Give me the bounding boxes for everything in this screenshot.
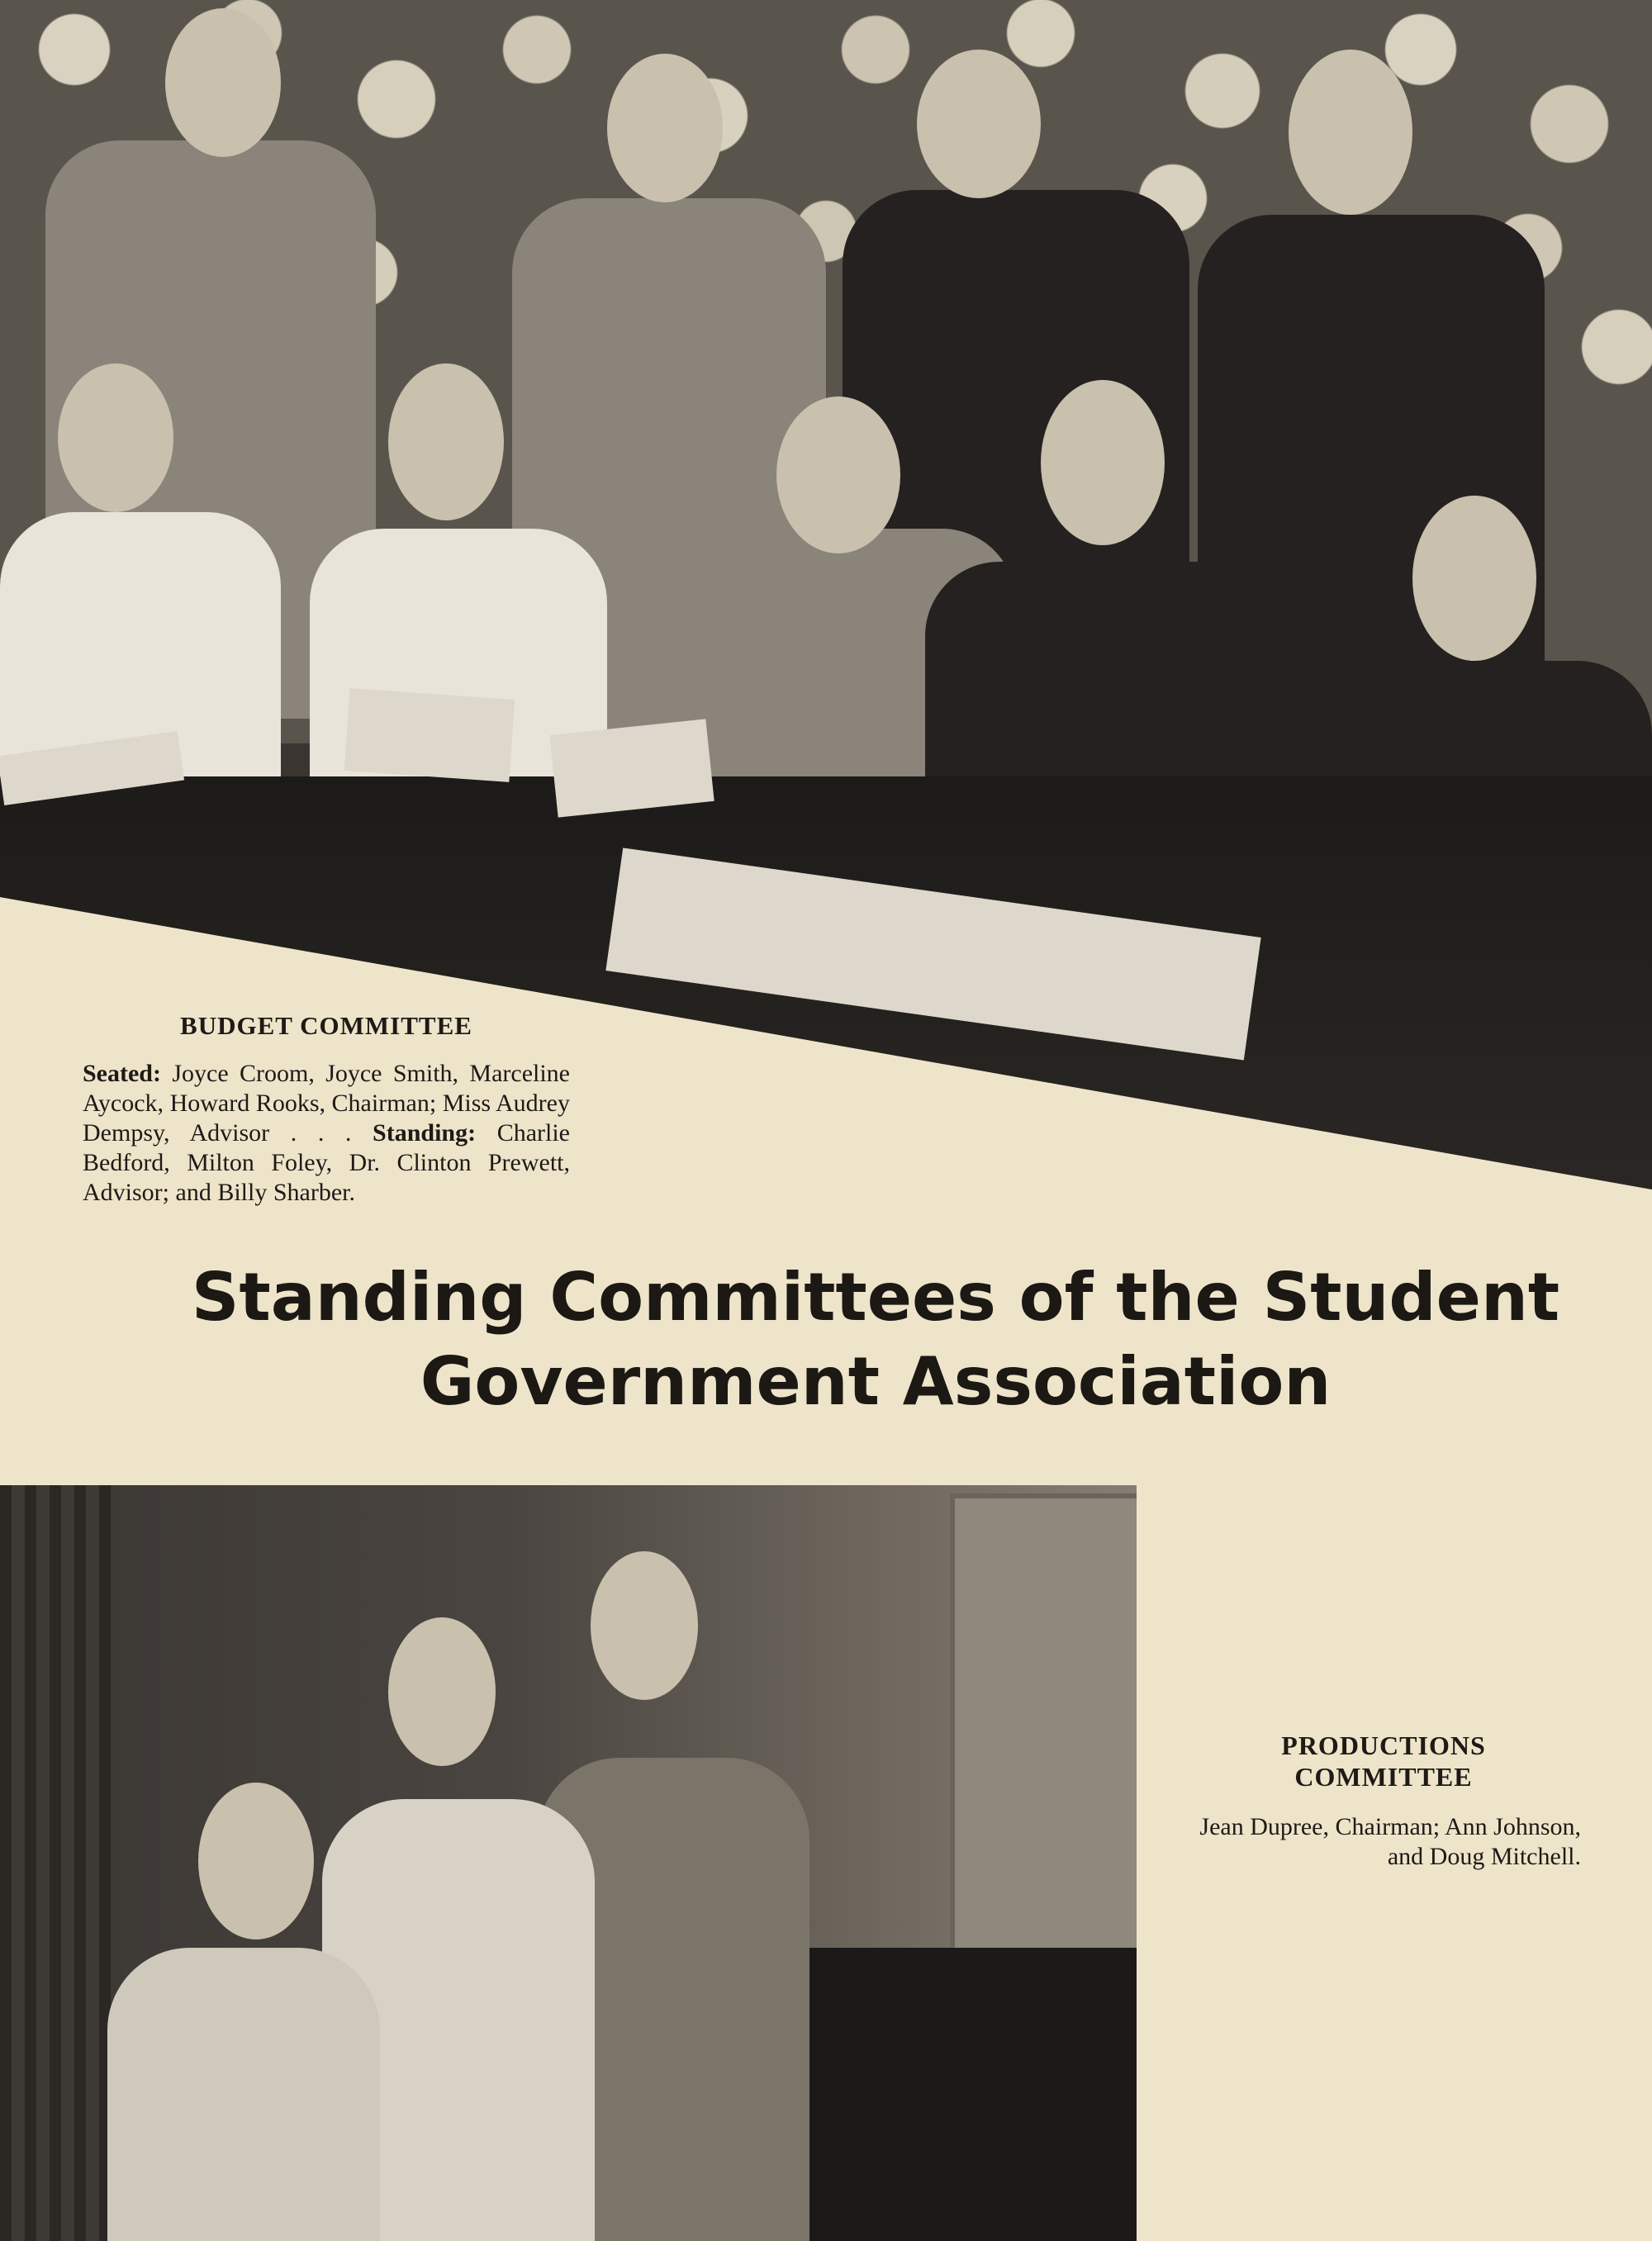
standing-person-3-head — [917, 50, 1041, 198]
page-headline — [0, 1256, 1652, 1424]
productions-title-line-1: PRODUCTIONS — [1281, 1731, 1486, 1760]
seated-person-3-head — [776, 396, 900, 553]
standing-person-4-head — [1289, 50, 1412, 215]
person-woman-seated — [107, 1948, 380, 2241]
productions-committee-photo — [0, 1485, 1137, 2241]
productions-committee-caption — [1186, 1730, 1581, 1872]
productions-title-line-2: COMMITTEE — [1294, 1762, 1473, 1792]
person-man-head — [591, 1551, 698, 1700]
standing-members: Charlie Bedford, Milton Foley, Dr. Clinton Prewett, Advisor; and Billy Sharber. — [83, 1119, 570, 1206]
curtain — [0, 1485, 124, 2241]
standing-person-2-head — [607, 54, 723, 202]
headline-line-2: Government Association — [420, 1343, 1332, 1420]
headline-line-1: Standing Committees of the Student — [191, 1259, 1560, 1336]
budget-committee-caption — [83, 1011, 570, 1208]
document-sheet-2 — [344, 688, 515, 782]
seated-person-2-head — [388, 363, 504, 520]
seated-label: Seated: — [83, 1060, 161, 1087]
document-sheet-3 — [549, 719, 714, 817]
standing-person-1-head — [165, 8, 281, 157]
seated-person-4-head — [1041, 380, 1165, 545]
seated-person-5-head — [1412, 496, 1536, 661]
seated-members: Joyce Croom, Joyce Smith, Marceline Aycock, Howard Rooks, Chairman; Miss Audrey Dempsy, Advisor . . . — [83, 1060, 570, 1147]
budget-committee-title: BUDGET COMMITTEE — [180, 1011, 472, 1040]
standing-label: Standing: — [373, 1119, 477, 1147]
productions-committee-title — [1186, 1730, 1581, 1792]
person-woman-standing-head — [388, 1617, 496, 1766]
productions-committee-members: Jean Dupree, Chairman; Ann Johnson, and Doug Mitchell. — [1199, 1813, 1581, 1870]
seated-person-1-head — [58, 363, 173, 512]
person-woman-seated-head — [198, 1783, 314, 1940]
budget-committee-members — [83, 1059, 570, 1208]
